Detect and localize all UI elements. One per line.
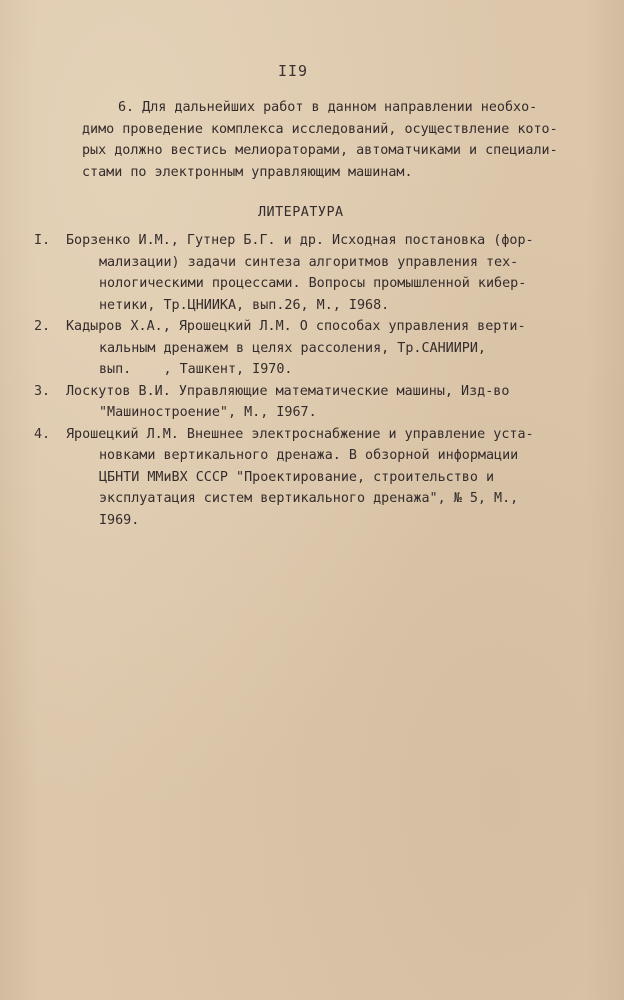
reference-line: эксплуатация систем вертикального дренажа", № 5, М., <box>99 491 519 506</box>
reference-number: 3. <box>34 383 51 399</box>
reference-line: вып. , Ташкент, I970. <box>99 362 293 377</box>
reference-line: новками вертикального дренажа. В обзорной информации <box>99 448 519 463</box>
reference-line: нетики, Тр.ЦНИИКА, вып.26, М., I968. <box>99 297 390 313</box>
reference-line: I969. <box>99 512 140 528</box>
reference-line: Ярошецкий Л.М. Внешнее электроснабжение и управление уста- <box>66 426 534 442</box>
reference-line: мализации) задачи синтеза алгоритмов управления тех- <box>99 254 519 270</box>
paragraph-line: стами по электронным управляющим машинам. <box>82 164 413 180</box>
page-number: II9 <box>278 62 309 80</box>
references-heading: ЛИТЕРАТУРА <box>258 205 344 220</box>
reference-line: кальным дренажем в целях рассоления, Тр.САНИИРИ, <box>99 340 486 356</box>
reference-line: Лоскутов В.И. Управляющие математические машины, Изд-во <box>66 383 510 399</box>
reference-line: "Машиностроение", М., I967. <box>99 405 317 420</box>
reference-item <box>34 230 594 316</box>
reference-item <box>34 381 594 424</box>
reference-number: 4. <box>34 426 51 442</box>
reference-item <box>34 316 594 381</box>
reference-line: Борзенко И.М., Гутнер Б.Г. и др. Исходная постановка (фор- <box>66 233 534 248</box>
paragraph-line: рых должно вестись мелиораторами, автоматчиками и специали- <box>82 143 558 158</box>
reference-line: нологическими процессами. Вопросы промышленной кибер- <box>99 276 527 291</box>
reference-line: Кадыров Х.А., Ярошецкий Л.М. О способах управления верти- <box>66 319 526 334</box>
paragraph-line: 6. Для дальнейших работ в данном направлении необхо- <box>118 100 538 115</box>
references-list <box>34 230 594 531</box>
reference-item <box>34 424 594 532</box>
reference-line: ЦБНТИ ММиВХ СССР "Проектирование, строительство и <box>99 469 495 485</box>
paragraph-line: димо проведение комплекса исследований, осуществление кото- <box>82 121 558 137</box>
reference-number: I. <box>34 233 51 248</box>
body-paragraph <box>82 97 582 183</box>
reference-number: 2. <box>34 319 51 334</box>
